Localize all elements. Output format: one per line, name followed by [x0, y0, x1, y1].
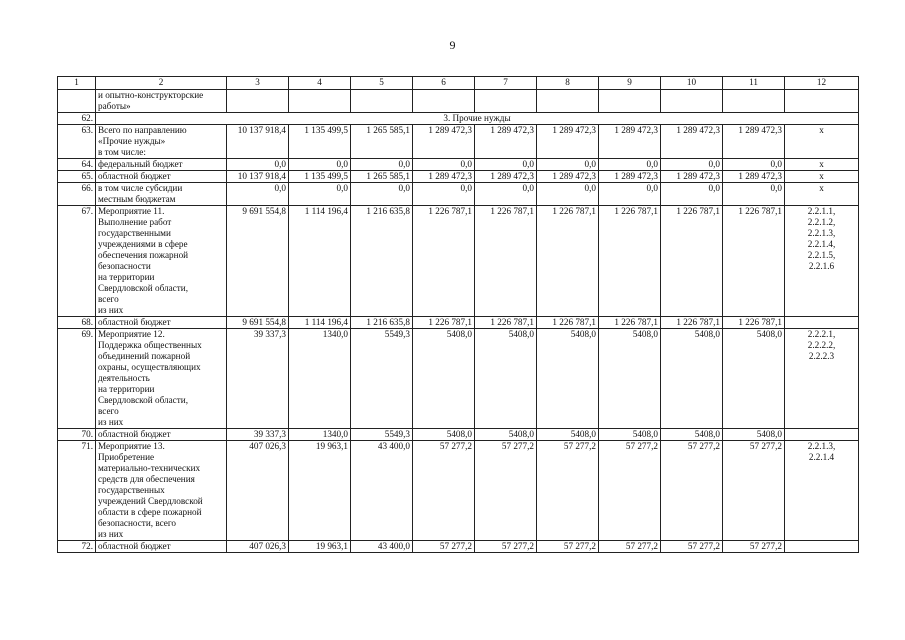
- code-line: 2.2.2.3: [808, 351, 835, 361]
- description-line: безопасности: [98, 261, 151, 271]
- value-cell: 1 289 472,3: [537, 125, 599, 159]
- description-line: федеральный бюджет: [98, 159, 183, 169]
- code-line: 2.2.1.1,: [807, 206, 836, 216]
- row-number: 64.: [58, 159, 96, 171]
- table-row: [58, 206, 859, 317]
- value-cell: 1 226 787,1: [661, 206, 723, 317]
- value-cell: 0,0: [289, 159, 351, 171]
- value-cell: 57 277,2: [723, 441, 785, 541]
- value-cell: 5408,0: [723, 429, 785, 441]
- value-cell: 5408,0: [723, 329, 785, 429]
- table-row: [58, 429, 859, 441]
- value-cell: 0,0: [351, 183, 413, 206]
- description-line: Мероприятие 13.: [98, 441, 165, 451]
- row-number: 63.: [58, 125, 96, 159]
- value-cell: 0,0: [227, 183, 289, 206]
- table-row: [58, 441, 859, 541]
- value-cell: 5408,0: [413, 329, 475, 429]
- value-cell: 1 289 472,3: [599, 171, 661, 183]
- page-number: 9: [449, 38, 456, 52]
- value-cell: 5408,0: [537, 429, 599, 441]
- target-code-cell: [785, 171, 859, 183]
- column-header: 12: [785, 77, 859, 90]
- value-cell: 1 226 787,1: [723, 206, 785, 317]
- column-header-row: [58, 77, 859, 90]
- value-cell: 10 137 918,4: [227, 125, 289, 159]
- description-line: в том числе субсидии: [98, 183, 183, 193]
- value-cell: 39 337,3: [227, 429, 289, 441]
- description-line: учреждениями в сфере: [98, 239, 188, 249]
- target-code-cell: [785, 429, 859, 441]
- code-line: 2.2.2.1,: [807, 329, 836, 339]
- description-line: учреждений Свердловской: [98, 496, 203, 506]
- value-cell: 0,0: [599, 183, 661, 206]
- code-line: 2.2.1.4: [808, 452, 835, 462]
- table-row: [58, 125, 859, 159]
- value-cell: 57 277,2: [475, 541, 537, 553]
- value-cell: 0,0: [475, 183, 537, 206]
- description-line: обеспечения пожарной: [98, 250, 189, 260]
- value-cell: 57 277,2: [413, 541, 475, 553]
- code-line: [787, 90, 856, 101]
- value-cell: [475, 90, 537, 113]
- code-line: [787, 541, 856, 552]
- row-number: 71.: [58, 441, 96, 541]
- value-cell: 1 216 635,8: [351, 317, 413, 329]
- description-line: в том числе:: [98, 147, 146, 157]
- column-header: 5: [351, 77, 413, 90]
- column-header: 3: [227, 77, 289, 90]
- table-row: [58, 329, 859, 429]
- value-cell: 19 963,1: [289, 541, 351, 553]
- column-header: 8: [537, 77, 599, 90]
- target-code-cell: [785, 183, 859, 206]
- value-cell: 1 265 585,1: [351, 171, 413, 183]
- value-cell: 0,0: [661, 183, 723, 206]
- description-line: области в сфере пожарной: [98, 507, 202, 517]
- column-header: 10: [661, 77, 723, 90]
- value-cell: 5408,0: [661, 429, 723, 441]
- description-line: на территории: [98, 272, 155, 282]
- description-line: Мероприятие 12.: [98, 329, 165, 339]
- value-cell: 0,0: [289, 183, 351, 206]
- value-cell: 57 277,2: [661, 441, 723, 541]
- description-line: из них: [98, 529, 124, 539]
- value-cell: 0,0: [227, 159, 289, 171]
- code-line: [787, 317, 856, 328]
- value-cell: [351, 90, 413, 113]
- row-description: [96, 429, 227, 441]
- column-header: 11: [723, 77, 785, 90]
- description-line: из них: [98, 417, 124, 427]
- description-line: материально-технических: [98, 463, 201, 473]
- value-cell: 5408,0: [661, 329, 723, 429]
- value-cell: 5408,0: [599, 329, 661, 429]
- value-cell: 1 226 787,1: [413, 206, 475, 317]
- code-line: х: [819, 125, 824, 135]
- value-cell: 0,0: [413, 183, 475, 206]
- value-cell: 43 400,0: [351, 441, 413, 541]
- value-cell: 407 026,3: [227, 541, 289, 553]
- value-cell: 0,0: [661, 159, 723, 171]
- value-cell: 1 289 472,3: [661, 125, 723, 159]
- description-line: работы»: [98, 101, 131, 111]
- value-cell: [661, 90, 723, 113]
- target-code-cell: [785, 159, 859, 171]
- code-line: 2.2.1.6: [808, 261, 835, 271]
- value-cell: 0,0: [723, 183, 785, 206]
- table-body: [58, 77, 859, 553]
- value-cell: 1 289 472,3: [537, 171, 599, 183]
- description-line: областной бюджет: [98, 541, 171, 551]
- target-code-cell: [785, 90, 859, 113]
- value-cell: 1340,0: [289, 329, 351, 429]
- target-code-cell: [785, 125, 859, 159]
- value-cell: 407 026,3: [227, 441, 289, 541]
- value-cell: 5408,0: [475, 329, 537, 429]
- description-line: областной бюджет: [98, 429, 171, 439]
- table-row: [58, 541, 859, 553]
- value-cell: 57 277,2: [413, 441, 475, 541]
- value-cell: 1 226 787,1: [661, 317, 723, 329]
- code-line: 2.2.1.3,: [807, 228, 836, 238]
- description-line: Выполнение работ: [98, 217, 172, 227]
- value-cell: 1 135 499,5: [289, 125, 351, 159]
- description-line: Мероприятие 11.: [98, 206, 165, 216]
- value-cell: 1 226 787,1: [475, 317, 537, 329]
- value-cell: 1 226 787,1: [599, 317, 661, 329]
- column-header: 7: [475, 77, 537, 90]
- value-cell: 0,0: [351, 159, 413, 171]
- description-line: Всего по направлению: [98, 125, 187, 135]
- value-cell: 1 289 472,3: [723, 171, 785, 183]
- value-cell: 1 114 196,4: [289, 206, 351, 317]
- value-cell: 5549,3: [351, 329, 413, 429]
- row-description: [96, 90, 227, 113]
- description-line: охраны, осуществляющих: [98, 362, 201, 372]
- value-cell: 1 135 499,5: [289, 171, 351, 183]
- value-cell: 57 277,2: [661, 541, 723, 553]
- value-cell: 57 277,2: [599, 441, 661, 541]
- description-line: государственными: [98, 228, 171, 238]
- value-cell: 1 289 472,3: [475, 171, 537, 183]
- row-description: [96, 183, 227, 206]
- description-line: деятельность: [98, 373, 150, 383]
- row-description: [96, 125, 227, 159]
- value-cell: 57 277,2: [537, 441, 599, 541]
- code-line: 2.2.1.2,: [807, 217, 836, 227]
- description-line: областной бюджет: [98, 171, 171, 181]
- description-line: объединений пожарной: [98, 351, 191, 361]
- row-number: [58, 90, 96, 113]
- code-line: [787, 429, 856, 440]
- code-line: х: [819, 183, 824, 193]
- row-description: [96, 159, 227, 171]
- target-code-cell: [785, 317, 859, 329]
- code-line: 2.2.1.3,: [807, 441, 836, 451]
- column-header: 6: [413, 77, 475, 90]
- code-line: х: [819, 171, 824, 181]
- description-line: из них: [98, 305, 124, 315]
- value-cell: 1 226 787,1: [413, 317, 475, 329]
- value-cell: 0,0: [599, 159, 661, 171]
- value-cell: 5408,0: [413, 429, 475, 441]
- value-cell: 1 289 472,3: [413, 125, 475, 159]
- target-code-cell: [785, 329, 859, 429]
- row-number: 67.: [58, 206, 96, 317]
- value-cell: 1 289 472,3: [661, 171, 723, 183]
- table-row: [58, 90, 859, 113]
- description-line: Свердловской области,: [98, 283, 188, 293]
- value-cell: 1 216 635,8: [351, 206, 413, 317]
- row-description: [96, 441, 227, 541]
- value-cell: 0,0: [723, 159, 785, 171]
- row-number: 69.: [58, 329, 96, 429]
- table-row: [58, 317, 859, 329]
- description-line: безопасности, всего: [98, 518, 177, 528]
- budget-table: [57, 76, 859, 553]
- row-description: [96, 206, 227, 317]
- value-cell: 0,0: [413, 159, 475, 171]
- row-number: 66.: [58, 183, 96, 206]
- value-cell: [537, 90, 599, 113]
- value-cell: 0,0: [537, 159, 599, 171]
- description-line: Поддержка общественных: [98, 340, 202, 350]
- description-line: всего: [98, 406, 119, 416]
- column-header: 9: [599, 77, 661, 90]
- description-line: Приобретение: [98, 452, 155, 462]
- value-cell: [599, 90, 661, 113]
- value-cell: 1 114 196,4: [289, 317, 351, 329]
- code-line: 2.2.1.4,: [807, 239, 836, 249]
- value-cell: 1 289 472,3: [599, 125, 661, 159]
- value-cell: 1 226 787,1: [475, 206, 537, 317]
- value-cell: [227, 90, 289, 113]
- value-cell: 1 289 472,3: [413, 171, 475, 183]
- description-line: и опытно-конструкторские: [98, 90, 204, 100]
- value-cell: 9 691 554,8: [227, 317, 289, 329]
- value-cell: 1 226 787,1: [537, 317, 599, 329]
- value-cell: [289, 90, 351, 113]
- value-cell: 1 289 472,3: [723, 125, 785, 159]
- row-description: [96, 171, 227, 183]
- column-header: 2: [96, 77, 227, 90]
- row-number: 65.: [58, 171, 96, 183]
- value-cell: 1 226 787,1: [723, 317, 785, 329]
- value-cell: 1 226 787,1: [537, 206, 599, 317]
- description-line: местным бюджетам: [98, 194, 176, 204]
- description-line: областной бюджет: [98, 317, 171, 327]
- code-line: 2.2.1.5,: [807, 250, 836, 260]
- table-row: [58, 159, 859, 171]
- value-cell: 10 137 918,4: [227, 171, 289, 183]
- value-cell: 19 963,1: [289, 441, 351, 541]
- row-number: 62.: [58, 113, 96, 125]
- row-number: 72.: [58, 541, 96, 553]
- value-cell: 9 691 554,8: [227, 206, 289, 317]
- description-line: «Прочие нужды»: [98, 136, 166, 146]
- value-cell: 1 289 472,3: [475, 125, 537, 159]
- section-title: 3. Прочие нужды: [96, 113, 859, 125]
- value-cell: 39 337,3: [227, 329, 289, 429]
- target-code-cell: [785, 541, 859, 553]
- row-description: [96, 317, 227, 329]
- description-line: средств для обеспечения: [98, 474, 195, 484]
- target-code-cell: [785, 441, 859, 541]
- value-cell: 5408,0: [475, 429, 537, 441]
- value-cell: [413, 90, 475, 113]
- value-cell: 57 277,2: [723, 541, 785, 553]
- column-header: 1: [58, 77, 96, 90]
- column-header: 4: [289, 77, 351, 90]
- value-cell: 1 265 585,1: [351, 125, 413, 159]
- description-line: Свердловской области,: [98, 395, 188, 405]
- description-line: на территории: [98, 384, 155, 394]
- section-row: [58, 113, 859, 125]
- target-code-cell: [785, 206, 859, 317]
- description-line: государственных: [98, 485, 165, 495]
- value-cell: 43 400,0: [351, 541, 413, 553]
- value-cell: 57 277,2: [475, 441, 537, 541]
- value-cell: 57 277,2: [537, 541, 599, 553]
- table-row: [58, 183, 859, 206]
- row-number: 68.: [58, 317, 96, 329]
- value-cell: [723, 90, 785, 113]
- description-line: всего: [98, 294, 119, 304]
- value-cell: 57 277,2: [599, 541, 661, 553]
- value-cell: 0,0: [537, 183, 599, 206]
- code-line: х: [819, 159, 824, 169]
- value-cell: 1340,0: [289, 429, 351, 441]
- code-line: 2.2.2.2,: [807, 340, 836, 350]
- value-cell: 5549,3: [351, 429, 413, 441]
- row-description: [96, 329, 227, 429]
- row-description: [96, 541, 227, 553]
- value-cell: 0,0: [475, 159, 537, 171]
- value-cell: 5408,0: [537, 329, 599, 429]
- table-row: [58, 171, 859, 183]
- row-number: 70.: [58, 429, 96, 441]
- value-cell: 1 226 787,1: [599, 206, 661, 317]
- value-cell: 5408,0: [599, 429, 661, 441]
